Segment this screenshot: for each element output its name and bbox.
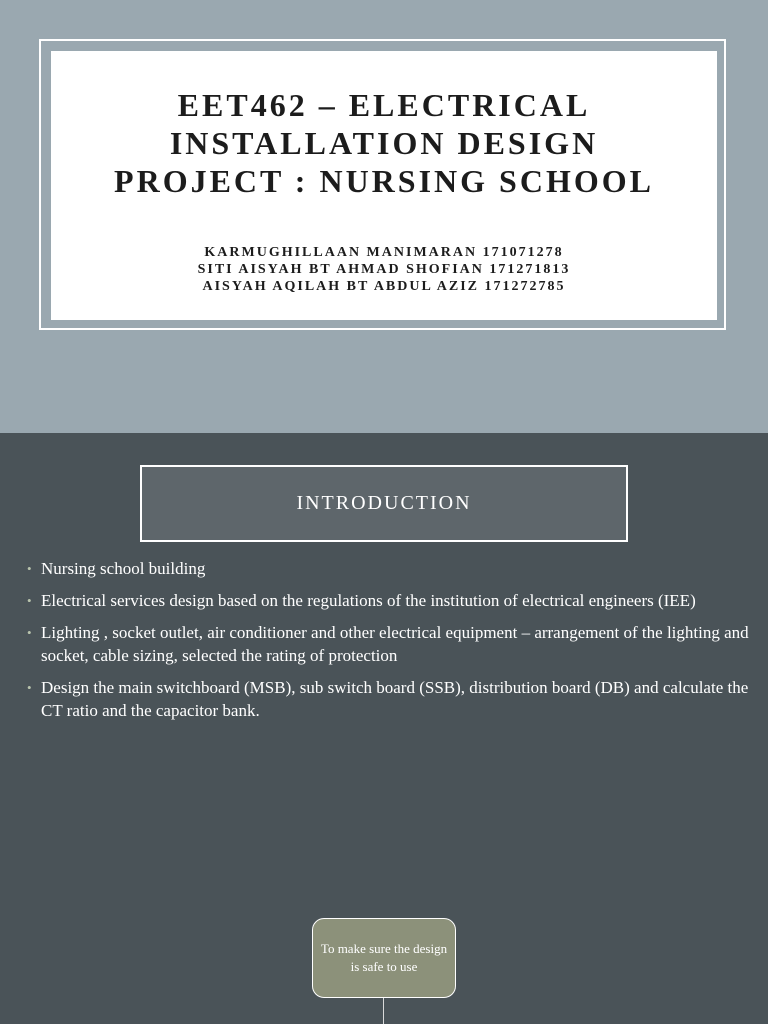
diagram-connector-line [383,998,384,1024]
bullet-dot-icon: • [27,593,32,608]
bullet-text: Lighting , socket outlet, air conditioner and other electrical equipment – arrangement of the lighting and socket, cable sizing, selected the rating of protection [41,623,749,665]
bullet-dot-icon: • [27,680,32,695]
author-name: SITI AISYAH BT AHMAD SHOFIAN 171271813 [197,262,571,277]
bullet-dot-icon: • [27,561,32,576]
introduction-heading: INTRODUCTION [140,465,628,542]
bullet-text: Electrical services design based on the regulations of the institution of electrical engineers (IEE) [41,591,696,610]
bullet-dot-icon: • [27,625,32,640]
bullet-text: Design the main switchboard (MSB), sub switch board (SSB), distribution board (DB) and calculate the CT ratio and the capacitor bank. [41,678,749,720]
bullet-list [27,557,752,731]
diagram-node: To make sure the design is safe to use [312,918,456,998]
introduction-slide [0,433,768,1024]
bullet-item [27,676,752,722]
author-list [51,244,717,295]
bullet-item [27,621,752,667]
title-box [51,51,717,320]
title-line: PROJECT : NURSING SCHOOL [114,163,654,199]
bullet-text: Nursing school building [41,559,206,578]
author-name: AISYAH AQILAH BT ABDUL AZIZ 171272785 [202,279,566,294]
bullet-item [27,557,752,580]
slide-title [51,51,717,200]
title-line: EET462 – ELECTRICAL [177,87,591,123]
bullet-item [27,589,752,612]
author-name: KARMUGHILLAAN MANIMARAN 171071278 [204,245,564,260]
title-line: INSTALLATION DESIGN [169,125,599,161]
title-slide [0,0,768,433]
